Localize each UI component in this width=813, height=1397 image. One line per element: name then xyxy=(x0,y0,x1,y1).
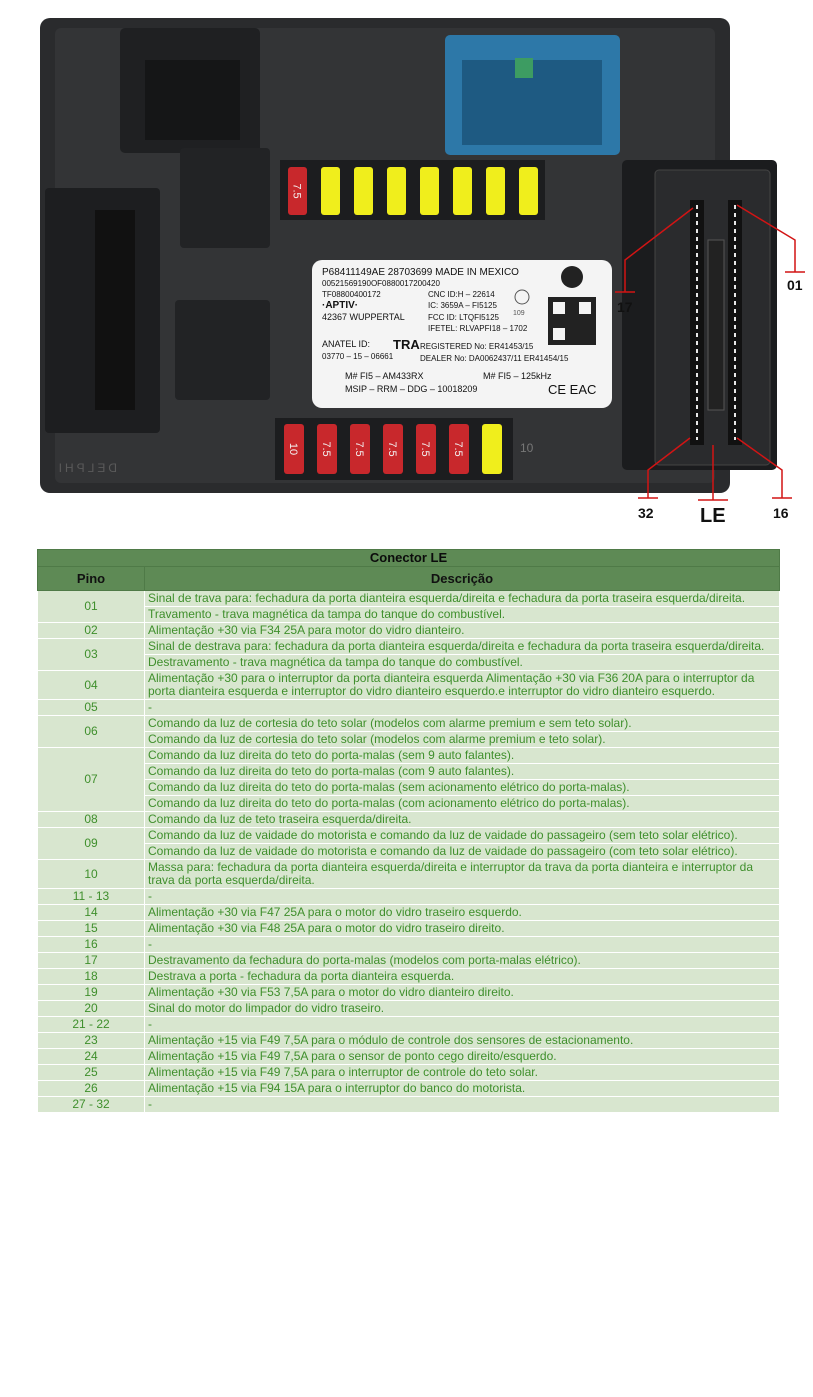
pin-cell: 04 xyxy=(38,671,145,700)
table-row xyxy=(38,748,780,764)
fuse-rating: 7.5 xyxy=(290,183,303,199)
description-cell: Destravamento da fechadura do porta-malas (modelos com porta-malas elétrico). xyxy=(145,953,780,969)
pin-cell: 01 xyxy=(38,591,145,623)
fuse-rating: 7.5 xyxy=(452,441,464,457)
description-cell: Destrava a porta - fechadura da porta dianteira esquerda. xyxy=(145,969,780,985)
label-line5: 42367 WUPPERTAL xyxy=(322,312,405,322)
table-title: Conector LE xyxy=(38,550,780,567)
pin-label-16: 16 xyxy=(773,505,789,521)
table-row xyxy=(38,732,780,748)
table-row xyxy=(38,1049,780,1065)
fuse-rating: 7.5 xyxy=(320,441,332,457)
table-row xyxy=(38,1017,780,1033)
pin-label-01: 01 xyxy=(787,277,803,293)
table-row xyxy=(38,905,780,921)
description-cell: Comando da luz direita do teto do porta-malas (sem acionamento elétrico do porta-malas). xyxy=(145,780,780,796)
label-ifetel: IFETEL: RLVAPFI18 – 1702 xyxy=(428,324,528,333)
table-row xyxy=(38,780,780,796)
table-body xyxy=(38,591,780,1113)
pin-label-le: LE xyxy=(700,505,726,527)
table-row xyxy=(38,1081,780,1097)
table-row xyxy=(38,1065,780,1081)
connector-table-container xyxy=(37,549,779,1113)
pin-cell: 02 xyxy=(38,623,145,639)
description-cell: Alimentação +30 via F53 7,5A para o motor do vidro dianteiro direito. xyxy=(145,985,780,1001)
fuse-yellow xyxy=(486,167,505,215)
description-cell: Alimentação +15 via F49 7,5A para o sensor de ponto cego direito/esquerdo. xyxy=(145,1049,780,1065)
table-row xyxy=(38,671,780,700)
table-row xyxy=(38,591,780,607)
description-cell: Alimentação +30 via F47 25A para o motor do vidro traseiro esquerdo. xyxy=(145,905,780,921)
pin-cell: 27 - 32 xyxy=(38,1097,145,1113)
pin-cell: 23 xyxy=(38,1033,145,1049)
pin-cell: 19 xyxy=(38,985,145,1001)
description-cell: Comando da luz de vaidade do motorista e comando da luz de vaidade do passageiro (sem teto solar elétrico). xyxy=(145,828,780,844)
pin-cell: 06 xyxy=(38,716,145,748)
description-cell: Alimentação +30 via F34 25A para motor do vidro dianteiro. xyxy=(145,623,780,639)
description-cell: Alimentação +15 via F49 7,5A para o interruptor de controle do teto solar. xyxy=(145,1065,780,1081)
table-row xyxy=(38,921,780,937)
description-cell: Comando da luz de teto traseira esquerda/direita. xyxy=(145,812,780,828)
pin-cell: 11 - 13 xyxy=(38,889,145,905)
description-cell: Comando da luz de cortesia do teto solar (modelos com alarme premium e sem teto solar). xyxy=(145,716,780,732)
description-cell: Comando da luz direita do teto do porta-malas (sem 9 auto falantes). xyxy=(145,748,780,764)
blue-connector-latch xyxy=(515,58,533,78)
label-cnc: CNC ID:H – 22614 xyxy=(428,290,495,299)
table-row xyxy=(38,937,780,953)
description-cell: - xyxy=(145,937,780,953)
label-msip: MSIP – RRM – DDG – 10018209 xyxy=(345,384,478,394)
label-dealer: DEALER No: DA0062437/11 ER41454/15 xyxy=(420,354,569,363)
table-row xyxy=(38,796,780,812)
label-fcc: FCC ID: LTQFI5125 xyxy=(428,313,499,322)
top-fuse-strip xyxy=(280,160,545,220)
description-cell: Sinal de destrava para: fechadura da porta dianteira esquerda/direita e fechadura da porta traseira esquerda/direita. xyxy=(145,639,780,655)
left-connector-pins xyxy=(95,210,135,410)
description-cell: Comando da luz de vaidade do motorista e comando da luz de vaidade do passageiro (com teto solar elétrico). xyxy=(145,844,780,860)
pin-cell: 09 xyxy=(38,828,145,860)
pin-cell: 15 xyxy=(38,921,145,937)
table-row xyxy=(38,607,780,623)
label-marks: CE EAC xyxy=(548,382,597,397)
label-ic: IC: 3659A – FI5125 xyxy=(428,301,497,310)
pin-cell: 07 xyxy=(38,748,145,812)
fuse-yellow xyxy=(519,167,538,215)
pin-cell: 25 xyxy=(38,1065,145,1081)
label-small-num: 109 xyxy=(513,310,525,317)
description-cell: Alimentação +15 via F49 7,5A para o módulo de controle dos sensores de estacionamento. xyxy=(145,1033,780,1049)
description-cell: Alimentação +15 via F94 15A para o interruptor do banco do motorista. xyxy=(145,1081,780,1097)
table-row xyxy=(38,1097,780,1113)
relay-top xyxy=(180,148,270,248)
pin-cell: 26 xyxy=(38,1081,145,1097)
description-cell: - xyxy=(145,1017,780,1033)
column-header-pin: Pino xyxy=(38,567,145,591)
pin-cell: 10 xyxy=(38,860,145,889)
description-cell: Alimentação +30 via F48 25A para o motor do vidro traseiro direito. xyxy=(145,921,780,937)
label-line1: P68411149AE 28703699 MADE IN MEXICO xyxy=(322,267,519,278)
fuse-yellow xyxy=(453,167,472,215)
fuse-rating: 10 xyxy=(287,442,299,456)
description-cell: - xyxy=(145,700,780,716)
pin-cell: 17 xyxy=(38,953,145,969)
description-cell: - xyxy=(145,1097,780,1113)
table-row xyxy=(38,1033,780,1049)
top-left-connector-pins xyxy=(145,60,240,140)
table-row xyxy=(38,1001,780,1017)
table-row xyxy=(38,639,780,655)
pin-label-17: 17 xyxy=(617,299,633,315)
description-cell: Alimentação +30 para o interruptor da porta dianteira esquerda Alimentação +30 via F36 20A para o interruptor da porta dianteira esquerda e interruptor do vidro dianteiro esquerdo.e interruptor do vidro dianteiro esquerdo. xyxy=(145,671,780,700)
pin-cell: 05 xyxy=(38,700,145,716)
description-cell: Comando da luz direita do teto do porta-malas (com 9 auto falantes). xyxy=(145,764,780,780)
fuse-yellow xyxy=(420,167,439,215)
label-registered: REGISTERED No: ER41453/15 xyxy=(420,342,534,351)
table-row xyxy=(38,716,780,732)
table-row xyxy=(38,764,780,780)
relay-bottom xyxy=(175,300,270,400)
table-row xyxy=(38,655,780,671)
table-row xyxy=(38,828,780,844)
description-cell: Massa para: fechadura da porta dianteira esquerda/direita e interruptor da trava da porta dianteira e interruptor da trava da porta esquerda/direita. xyxy=(145,860,780,889)
label-tra: TRA xyxy=(393,337,420,352)
column-header-description: Descrição xyxy=(145,567,780,591)
fuse-yellow xyxy=(321,167,340,215)
description-cell: Destravamento - trava magnética da tampa do tanque do combustível. xyxy=(145,655,780,671)
label-mfi1: M# FI5 – AM433RX xyxy=(345,371,424,381)
pin-cell: 21 - 22 xyxy=(38,1017,145,1033)
pin-cell: 20 xyxy=(38,1001,145,1017)
label-mfi2: M# FI5 – 125kHz xyxy=(483,371,552,381)
table-row xyxy=(38,623,780,639)
pin-cell: 08 xyxy=(38,812,145,828)
description-cell: Comando da luz de cortesia do teto solar (modelos com alarme premium e teto solar). xyxy=(145,732,780,748)
fuse-yellow xyxy=(387,167,406,215)
pin-cell: 24 xyxy=(38,1049,145,1065)
description-cell: Sinal de trava para: fechadura da porta dianteira esquerda/direita e fechadura da porta traseira esquerda/direita. xyxy=(145,591,780,607)
fuse-yellow xyxy=(482,424,502,474)
brand-mirror-text: DELPHI xyxy=(55,461,117,475)
description-cell: Sinal do motor do limpador do vidro traseiro. xyxy=(145,1001,780,1017)
pin-cell: 18 xyxy=(38,969,145,985)
label-line2: 00521569190OF0880017200420 xyxy=(322,279,440,288)
table-row xyxy=(38,700,780,716)
fuse-yellow xyxy=(354,167,373,215)
description-cell: - xyxy=(145,889,780,905)
table-row xyxy=(38,969,780,985)
pin-label-32: 32 xyxy=(638,505,654,521)
fuse-rating: 7.5 xyxy=(419,441,431,457)
pin-cell: 16 xyxy=(38,937,145,953)
fuse-rating: 7.5 xyxy=(353,441,365,457)
connector-table xyxy=(37,549,780,1113)
label-aptiv: ·APTIV· xyxy=(322,300,359,311)
connector-number: 10 xyxy=(520,441,534,455)
label-anatel: ANATEL ID: xyxy=(322,339,371,349)
table-row xyxy=(38,860,780,889)
pin-cell: 14 xyxy=(38,905,145,921)
table-row xyxy=(38,889,780,905)
table-row xyxy=(38,953,780,969)
module-photo xyxy=(0,0,813,540)
table-row xyxy=(38,985,780,1001)
mopar-logo xyxy=(561,266,583,288)
le-key xyxy=(708,240,724,410)
label-line3: TF08800400172 xyxy=(322,290,381,299)
label-anatel-no: 03770 – 15 – 06661 xyxy=(322,352,394,361)
table-row xyxy=(38,844,780,860)
table-row xyxy=(38,812,780,828)
fuse-rating: 7.5 xyxy=(386,441,398,457)
description-cell: Comando da luz direita do teto do porta-malas (com acionamento elétrico do porta-malas). xyxy=(145,796,780,812)
description-cell: Travamento - trava magnética da tampa do tanque do combustível. xyxy=(145,607,780,623)
pin-cell: 03 xyxy=(38,639,145,671)
